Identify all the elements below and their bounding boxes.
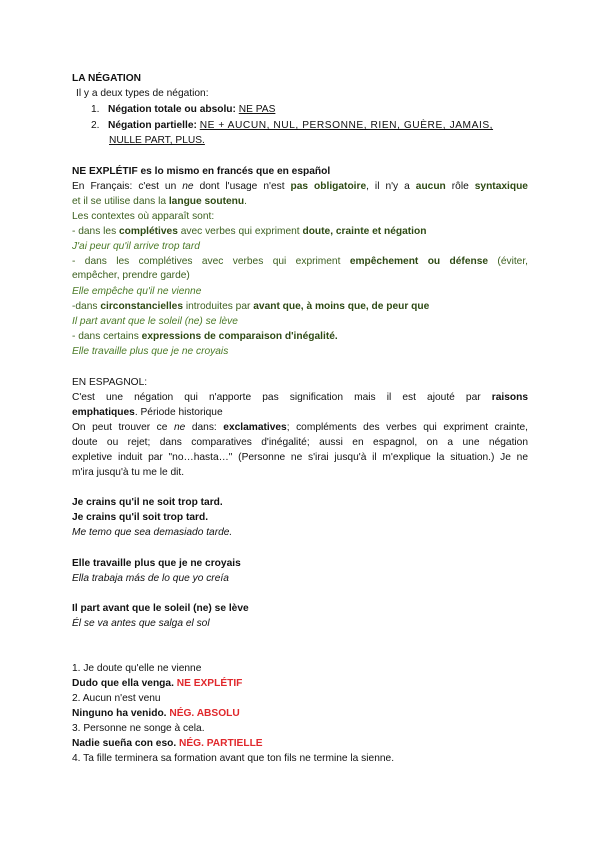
paragraph-line: expletive induit par "no…hasta…" (Personne ne s'irai jusqu'à il m'explique la situation.) Je ne <box>72 452 528 463</box>
exercise-question: 1. Je doute qu'elle ne vienne <box>72 663 202 674</box>
example-es: Ella trabaja más de lo que yo creía <box>72 573 229 584</box>
context-item: -dans circonstancielles introduites par avant que, à moins que, de peur que <box>72 301 430 312</box>
paragraph-line: doute ou rejet; dans comparatives d'inégalité; aussi en espagnol, on a une négation <box>72 437 528 448</box>
context-item: - dans les complétives avec verbes qui expriment doute, crainte et négation <box>72 226 427 237</box>
paragraph-line: On peut trouver ce ne dans: exclamatives; compléments des verbes qui expriment crainte, <box>72 422 528 433</box>
paragraph-line: m'ira jusqu'à tu me le dit. <box>72 467 185 478</box>
section-heading-expletif: NE EXPLÉTIF es lo mismo en francés que en español <box>72 166 331 177</box>
exercise-answer: Ninguno ha venido. NÉG. ABSOLU <box>72 708 240 719</box>
exercise-question: 2. Aucun n'est venu <box>72 693 161 704</box>
example-sentence: Elle empêche qu'il ne vienne <box>72 286 202 297</box>
list-item-continuation: NULLE PART, PLUS. <box>109 135 205 146</box>
example-sentence: Il part avant que le soleil (ne) se lève <box>72 316 238 327</box>
example-es: Me temo que sea demasiado tarde. <box>72 527 233 538</box>
example-fr: Il part avant que le soleil (ne) se lève <box>72 603 249 614</box>
context-item: - dans les complétives avec verbes qui expriment empêchement ou défense (éviter, <box>72 256 529 267</box>
intro-text: Il y a deux types de négation: <box>76 88 209 99</box>
example-sentence: J'ai peur qu'il arrive trop tard <box>72 241 200 252</box>
paragraph-line: et il se utilise dans la langue soutenu. <box>72 196 247 207</box>
list-item: 2. Négation partielle: NE + AUCUN, NUL, PERSONNE, RIEN, GUÈRE, JAMAIS, <box>91 120 494 131</box>
example-es: Él se va antes que salga el sol <box>72 618 210 629</box>
paragraph-line: En Français: c'est un ne dont l'usage n'est pas obligatoire, il n'y a aucun rôle syntaxique <box>72 181 528 192</box>
context-item: - dans certains expressions de comparaison d'inégalité. <box>72 331 338 342</box>
list-item: 1. Négation totale ou absolu: NE PAS <box>91 104 276 115</box>
exercise-question: 3. Personne ne songe à cela. <box>72 723 205 734</box>
page-title: LA NÉGATION <box>72 73 142 84</box>
example-fr: Je crains qu'il soit trop tard. <box>72 512 209 523</box>
paragraph-line: emphatiques. Période historique <box>72 407 223 418</box>
context-item-continuation: empêcher, prendre garde) <box>72 270 190 281</box>
exercise-question: 4. Ta fille terminera sa formation avant que ton fils ne termine la sienne. <box>72 753 395 764</box>
exercise-answer: Nadie sueña con eso. NÉG. PARTIELLE <box>72 738 263 749</box>
contexts-intro: Les contextes où apparaît sont: <box>72 211 215 222</box>
section-heading-espagnol: EN ESPAGNOL: <box>72 377 148 388</box>
exercise-answer: Dudo que ella venga. NE EXPLÉTIF <box>72 678 243 689</box>
paragraph-line: C'est une négation qui n'apporte pas signification mais il est ajouté par raisons <box>72 392 528 403</box>
example-fr: Je crains qu'il ne soit trop tard. <box>72 497 223 508</box>
example-fr: Elle travaille plus que je ne croyais <box>72 558 241 569</box>
example-sentence: Elle travaille plus que je ne croyais <box>72 346 229 357</box>
